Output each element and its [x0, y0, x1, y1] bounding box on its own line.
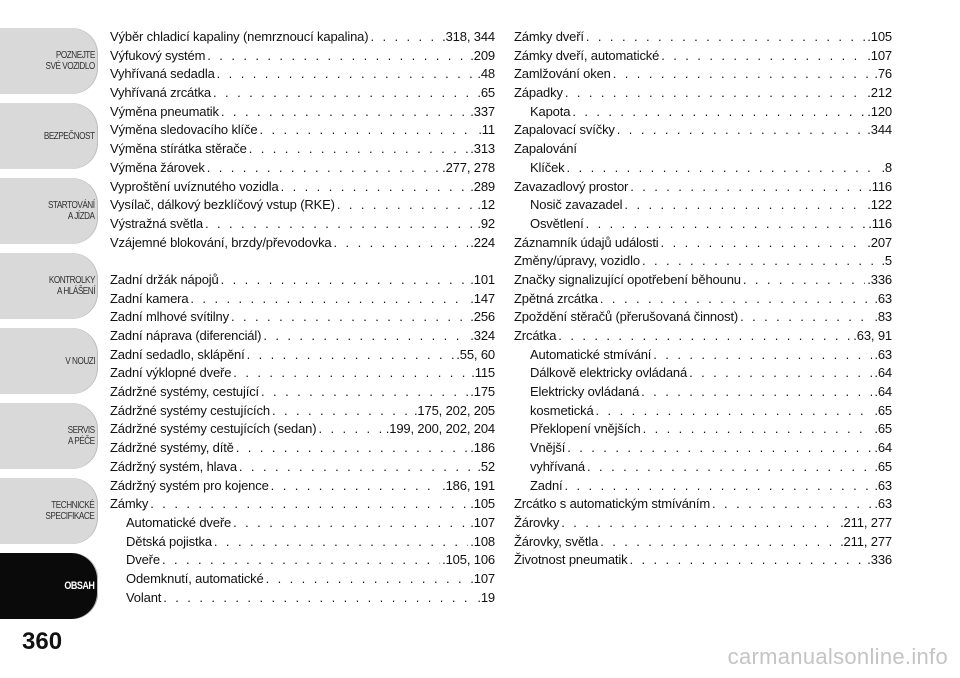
index-leader-dots: [600, 533, 838, 552]
index-leader-dots: [600, 290, 872, 309]
index-leader-dots: [213, 84, 475, 103]
index-leader-dots: [214, 533, 468, 552]
index-entry[interactable]: [514, 28, 892, 47]
index-entry[interactable]: [514, 458, 892, 477]
index-entry-page: .186: [470, 440, 495, 456]
index-leader-dots: [247, 346, 455, 365]
index-entry[interactable]: [110, 533, 495, 552]
index-entry-page: .92: [477, 215, 495, 231]
index-entry-page: .147: [470, 290, 495, 306]
index-entry[interactable]: [110, 178, 495, 197]
index-entry-text: Dálkově elektricky ovládaná: [530, 365, 688, 381]
index-entry-text: Výměna pneumatik: [110, 103, 219, 119]
index-entry-page: .175, 202, 205: [413, 402, 495, 418]
index-entry-text: Zrcátko s automatickým stmíváním: [514, 496, 711, 512]
index-entry-text: Kapota: [530, 103, 571, 119]
sidebar-tab-label: KONTROLKY A HLÁŠENÍ: [48, 275, 95, 297]
index-entry-page: .105, 106: [442, 552, 495, 568]
index-leader-dots: [629, 551, 865, 570]
index-entry[interactable]: [110, 551, 495, 570]
index-leader-dots: [318, 420, 383, 439]
index-entry[interactable]: [514, 514, 892, 533]
index-entry-page: .116: [868, 178, 892, 194]
page-number: 360: [22, 628, 63, 655]
index-leader-dots: [643, 420, 873, 439]
index-entry-page: .65: [874, 402, 892, 418]
index-entry-page: .12: [477, 197, 495, 213]
index-leader-dots: [207, 47, 468, 66]
index-entry-text: Zadní: [530, 477, 563, 493]
index-entry-text: Vyhřívaná zrcátka: [110, 85, 212, 101]
index-entry-page: .120: [867, 103, 892, 119]
index-entry-text: Zádržné systémy, cestující: [110, 384, 260, 400]
index-entry[interactable]: [110, 140, 495, 159]
index-entry-page: .344: [867, 122, 892, 138]
index-entry-text: Zpětná zrcátka: [514, 290, 598, 306]
index-entry-page: .8: [881, 159, 892, 175]
sidebar-tab-label: BEZPEČNOST: [44, 130, 95, 142]
index-leader-dots: [586, 215, 867, 234]
watermark: carmanualsonline.info: [727, 644, 948, 669]
index-entry[interactable]: [514, 103, 892, 122]
index-entry-text: Vnější: [530, 440, 566, 456]
index-entry-page: .83: [874, 309, 892, 325]
index-entry-text: Zpoždění stěračů (přerušovaná činnost): [514, 309, 739, 325]
index-leader-dots: [613, 65, 873, 84]
index-entry-page: .76: [874, 66, 892, 82]
index-leader-dots: [586, 28, 865, 47]
index-entry-page: .212: [867, 85, 892, 101]
index-entry[interactable]: [514, 252, 892, 271]
index-leader-dots: [596, 402, 873, 421]
index-entry-text: Zadní výklopné dveře: [110, 365, 232, 381]
index-entry-text: Životnost pneumatik: [514, 552, 628, 568]
sidebar-tab[interactable]: [0, 553, 98, 619]
index-column-right: [514, 28, 892, 570]
index-entry-page: .64: [874, 384, 892, 400]
index-leader-dots: [190, 290, 468, 309]
sidebar-tab-label: OBSAH: [64, 579, 95, 592]
index-entry[interactable]: [110, 420, 495, 439]
index-entry[interactable]: [110, 84, 495, 103]
index-entry-text: Překlopení vnějších: [530, 421, 641, 437]
index-entry-text: Elektricky ovládaná: [530, 384, 640, 400]
index-entry-page: .63: [874, 477, 892, 493]
index-leader-dots: [281, 178, 469, 197]
index-leader-dots: [661, 234, 866, 253]
index-entry-page: .55, 60: [456, 346, 495, 362]
index-entry-page: .211, 277: [840, 533, 892, 549]
index-entry-page: .337: [470, 103, 495, 119]
index-entry-page: .19: [477, 589, 495, 605]
index-entry-text: Západky: [514, 85, 563, 101]
index-entry[interactable]: [514, 84, 892, 103]
sidebar-tab-label: SERVIS A PÉČE: [67, 425, 95, 447]
index-leader-dots: [567, 159, 880, 178]
index-entry-page: .107: [867, 47, 892, 63]
index-entry[interactable]: [110, 65, 495, 84]
sidebar-tab[interactable]: [0, 253, 98, 319]
index-leader-dots: [624, 196, 865, 215]
sidebar-tab[interactable]: [0, 28, 98, 94]
index-leader-dots: [233, 514, 468, 533]
sidebar-tab-label: POZNEJTE SVÉ VOZIDLO: [45, 50, 95, 72]
index-entry-page: .64: [874, 440, 892, 456]
index-entry[interactable]: [514, 420, 892, 439]
index-entry[interactable]: [110, 402, 495, 421]
index-leader-dots: [712, 495, 872, 514]
index-entry[interactable]: [514, 121, 892, 140]
index-leader-dots: [642, 252, 880, 271]
sidebar-tab-label: STARTOVÁNÍ A JÍZDA: [48, 200, 95, 222]
index-entry-text: Zadní kamera: [110, 290, 189, 306]
index-entry[interactable]: [110, 215, 495, 234]
index-entry[interactable]: [110, 28, 495, 47]
index-leader-dots: [740, 308, 872, 327]
index-entry-page: .64: [874, 365, 892, 381]
index-entry[interactable]: [110, 570, 495, 589]
index-entry-text: Vyhřívaná sedadla: [110, 66, 215, 82]
index-entry-text: Výfukový systém: [110, 47, 206, 63]
index-leader-dots: [163, 589, 475, 608]
index-entry[interactable]: [110, 159, 495, 178]
index-entry-page: .289: [470, 178, 495, 194]
index-entry-page: .209: [470, 47, 495, 63]
index-leader-dots: [271, 477, 440, 496]
sidebar-tab-label: V NOUZI: [64, 355, 95, 367]
section-sidebar: [0, 28, 98, 628]
index-entry-text: Nosič zavazadel: [530, 197, 623, 213]
index-entry-page: .116: [868, 215, 892, 231]
index-entry-page: .5: [881, 253, 892, 269]
index-entry-text: Zrcátka: [514, 328, 557, 343]
index-entry[interactable]: [110, 458, 495, 477]
index-leader-dots: [261, 383, 468, 402]
index-entry-page: .336: [867, 552, 892, 568]
index-leader-dots: [221, 103, 468, 122]
index-entry-text: Výměna sledovacího klíče: [110, 122, 258, 138]
index-entry-text: Odemknutí, automatické: [126, 570, 264, 586]
index-entry-page: .199, 200, 202, 204: [385, 421, 495, 437]
index-entry-text: kosmetická: [530, 402, 594, 418]
index-entry-page: .277, 278: [442, 159, 495, 175]
index-entry-page: .65: [874, 421, 892, 437]
index-leader-dots: [617, 121, 866, 140]
index-entry-text: Klíček: [530, 159, 565, 175]
index-entry-text: Záznamník údajů události: [514, 234, 659, 250]
index-leader-dots: [565, 477, 873, 496]
index-entry-page: .108: [470, 533, 495, 549]
index-entry-page: .256: [470, 309, 495, 325]
index-entry[interactable]: [514, 178, 892, 197]
index-leader-dots: [236, 439, 469, 458]
index-entry[interactable]: [110, 514, 495, 533]
index-leader-dots: [337, 196, 476, 215]
index-entry-text: Zámky: [110, 496, 149, 512]
index-entry[interactable]: [110, 327, 495, 346]
index-entry-page: .11: [478, 122, 495, 138]
index-entry[interactable]: [110, 364, 495, 383]
index-entry-text: Zadní náprava (diferenciál): [110, 328, 262, 343]
index-leader-dots: [217, 65, 476, 84]
index-entry-page: .336: [867, 271, 892, 287]
index-leader-dots: [231, 308, 468, 327]
index-leader-dots: [565, 84, 865, 103]
index-column-left: [110, 28, 495, 607]
index-entry[interactable]: [514, 364, 892, 383]
index-leader-dots: [266, 570, 469, 589]
index-leader-dots: [558, 327, 851, 346]
index-entry-page: .63: [874, 346, 892, 362]
index-entry-page: .313: [470, 141, 495, 157]
index-entry[interactable]: [514, 65, 892, 84]
index-leader-dots: [653, 346, 872, 365]
index-entry-text: Značky signalizující opotřebení běhounu: [514, 271, 741, 287]
index-entry[interactable]: [110, 290, 495, 309]
index-entry-text: Změny/úpravy, vozidlo: [514, 253, 640, 269]
index-leader-dots: [689, 364, 872, 383]
index-entry-text: Dveře: [126, 552, 160, 568]
sidebar-tab-label: TECHNICKÉ SPECIFIKACE: [45, 500, 95, 522]
index-entry[interactable]: [110, 196, 495, 215]
index-leader-dots: [630, 178, 866, 197]
index-entry[interactable]: [110, 346, 495, 365]
index-entry-page: .48: [477, 66, 495, 82]
index-entry-text: Zámky dveří, automatické: [514, 47, 660, 63]
index-entry-page: .107: [470, 570, 495, 586]
index-entry-text: Dětská pojistka: [126, 533, 212, 549]
index-entry-text: Zadní sedadlo, sklápění: [110, 346, 245, 362]
index-entry[interactable]: [110, 477, 495, 496]
index-entry-text: Výměna stírátka stěrače: [110, 141, 247, 157]
index-entry-page: .105: [470, 496, 495, 512]
index-leader-dots: [162, 551, 440, 570]
index-entry-text: Zádržné systémy cestujících (sedan): [110, 421, 317, 437]
index-entry[interactable]: [110, 383, 495, 402]
index-entry-text: Automatické dveře: [126, 514, 232, 530]
index-entry-text: Zádržný systém pro kojence: [110, 477, 269, 493]
index-entry-text: Zamlžování oken: [514, 66, 611, 82]
index-leader-dots: [572, 103, 865, 122]
index-entry[interactable]: [514, 495, 892, 514]
index-entry[interactable]: [514, 533, 892, 552]
index-leader-dots: [239, 458, 475, 477]
index-entry[interactable]: [514, 439, 892, 458]
sidebar-tab[interactable]: [0, 178, 98, 244]
index-leader-dots: [233, 364, 469, 383]
index-entry-text: Automatické stmívání: [530, 346, 652, 362]
index-entry[interactable]: [514, 346, 892, 365]
index-entry-page: .324: [470, 328, 495, 343]
index-leader-dots: [259, 121, 476, 140]
sidebar-tab[interactable]: [0, 328, 98, 394]
index-entry[interactable]: [514, 290, 892, 309]
index-entry[interactable]: [514, 551, 892, 570]
index-entry-page: .63: [874, 290, 892, 306]
index-entry[interactable]: [514, 271, 892, 290]
index-entry-text: Vyproštění uvíznutého vozidla: [110, 178, 279, 194]
index-entry[interactable]: [110, 495, 495, 514]
index-entry-text: Žárovky: [514, 514, 560, 530]
index-leader-dots: [249, 140, 469, 159]
index-entry[interactable]: [514, 215, 892, 234]
index-leader-dots: [561, 514, 838, 533]
index-entry-text: Žárovky, světla: [514, 533, 599, 549]
index-entry-text: Osvětlení: [530, 215, 584, 231]
index-entry-page: .122: [867, 197, 892, 213]
index-entry[interactable]: [110, 121, 495, 140]
index-leader-dots: [567, 439, 872, 458]
index-entry[interactable]: [514, 383, 892, 402]
index-leader-dots: [207, 159, 440, 178]
index-entry-page: .107: [470, 514, 495, 530]
index-leader-dots: [334, 234, 469, 253]
index-entry-page: .224: [470, 234, 495, 250]
index-leader-dots: [641, 383, 872, 402]
index-entry[interactable]: [514, 196, 892, 215]
index-leader-dots: [272, 402, 412, 421]
index-entry-text: Volant: [126, 589, 162, 605]
index-entry-page: .101: [470, 271, 495, 287]
index-entry-text: Výměna žárovek: [110, 159, 205, 175]
index-entry-text: Výběr chladicí kapaliny (nemrznoucí kapalina): [110, 29, 369, 44]
index-entry-text: Zadní mlhové svítilny: [110, 309, 229, 325]
index-entry-text: Zámky dveří: [514, 29, 584, 44]
index-entry[interactable]: [514, 308, 892, 327]
index-entry-page: .65: [477, 85, 495, 101]
index-entry-page: .207: [867, 234, 892, 250]
sidebar-tab[interactable]: [0, 478, 98, 544]
sidebar-tab[interactable]: [0, 403, 98, 469]
index-entry[interactable]: [110, 308, 495, 327]
index-entry-page: .52: [477, 458, 495, 474]
index-entry-page: .63, 91: [853, 328, 892, 343]
index-leader-dots: [221, 271, 469, 290]
index-entry-page: .318, 344: [442, 29, 495, 44]
index-leader-dots: [263, 327, 468, 346]
index-entry-text: Vzájemné blokování, brzdy/převodovka: [110, 234, 332, 250]
index-leader-dots: [743, 271, 865, 290]
index-leader-dots: [370, 28, 440, 47]
index-entry-page: .105: [867, 29, 892, 44]
index-entry[interactable]: [514, 234, 892, 253]
index-entry-text: vyhřívaná: [530, 458, 586, 474]
index-leader-dots: [661, 47, 865, 66]
index-entry[interactable]: [514, 47, 892, 66]
index-entry-page: .65: [874, 458, 892, 474]
index-entry-text: Zapalování: [514, 141, 577, 157]
index-entry[interactable]: [110, 47, 495, 66]
index-entry-text: Zádržný systém, hlava: [110, 458, 237, 474]
index-leader-dots: [150, 495, 468, 514]
index-entry[interactable]: [514, 327, 892, 346]
index-entry[interactable]: [110, 103, 495, 122]
index-entry-text: Zádržné systémy cestujících: [110, 402, 270, 418]
index-entry[interactable]: [110, 271, 495, 290]
sidebar-tab[interactable]: [0, 103, 98, 169]
index-entry-page: .186, 191: [442, 477, 495, 493]
index-entry[interactable]: [514, 159, 892, 178]
index-entry[interactable]: [514, 140, 892, 159]
index-entry[interactable]: [514, 477, 892, 496]
index-entry-text: Zadní držák nápojů: [110, 271, 219, 287]
index-entry-page: .115: [471, 365, 495, 381]
index-entry-text: Zádržné systémy, dítě: [110, 440, 234, 456]
index-leader-dots: [587, 458, 872, 477]
index-entry-text: Zavazadlový prostor: [514, 178, 629, 194]
index-entry[interactable]: [110, 589, 495, 608]
index-entry[interactable]: [514, 402, 892, 421]
index-entry-text: Zapalovací svíčky: [514, 122, 615, 138]
index-entry[interactable]: [110, 439, 495, 458]
index-entry-page: .211, 277: [840, 514, 892, 530]
index-entry-text: Vysílač, dálkový bezklíčový vstup (RKE): [110, 197, 335, 213]
index-entry-page: .175: [470, 384, 495, 400]
index-leader-dots: [205, 215, 475, 234]
index-entry-page: .63: [874, 496, 892, 512]
index-entry-text: Výstražná světla: [110, 215, 203, 231]
index-entry[interactable]: [110, 234, 495, 253]
